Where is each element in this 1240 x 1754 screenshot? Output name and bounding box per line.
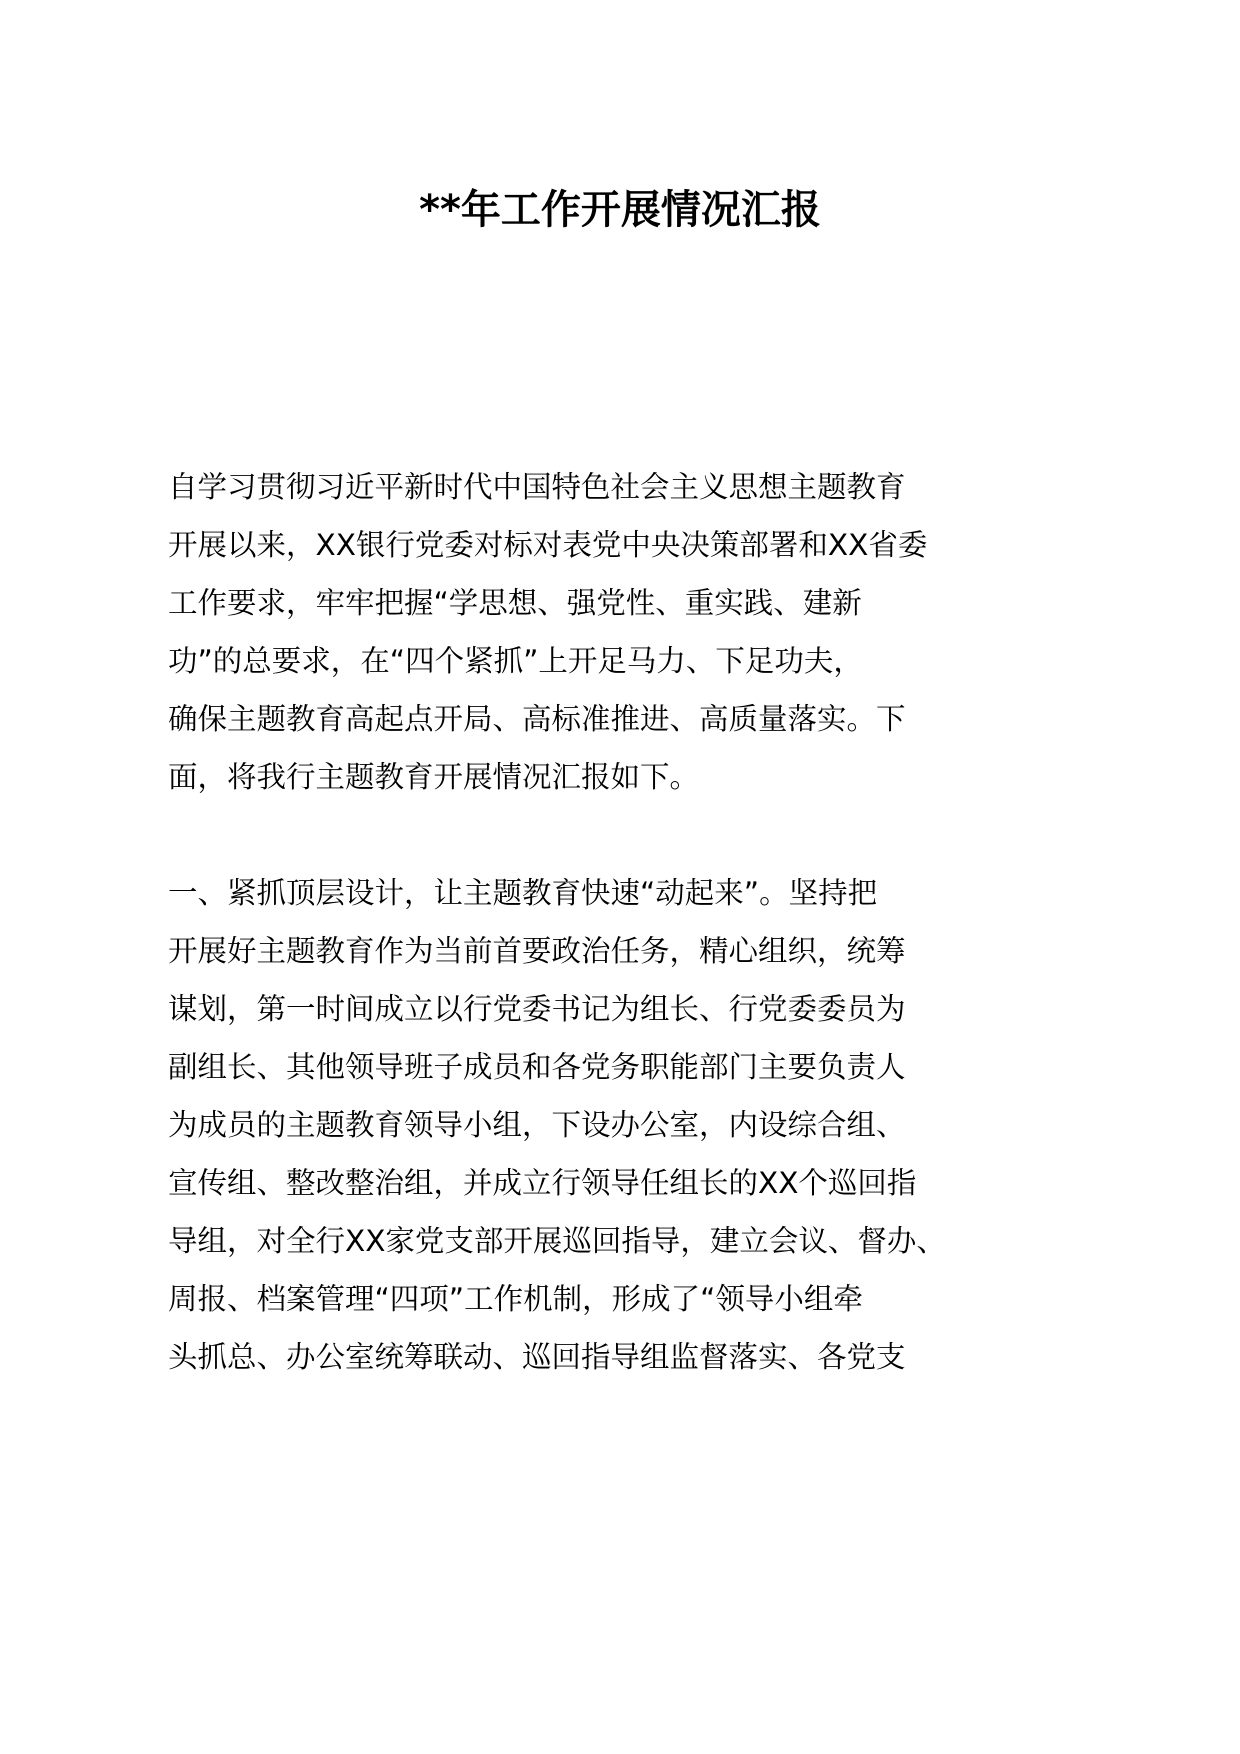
text-line: 功”的总要求，在“四个紧抓”上开足马力、下足功夫， bbox=[168, 644, 863, 678]
paragraph-section-1 bbox=[168, 864, 968, 1386]
text-line: 宣传组、整改整治组，并成立行领导任组长的XX个巡回指 bbox=[168, 1166, 917, 1200]
text-line: 确保主题教育高起点开局、高标准推进、高质量落实。下 bbox=[168, 702, 906, 736]
text-line: 开展好主题教育作为当前首要政治任务，精心组织，统筹 bbox=[168, 934, 906, 968]
text-line: 谋划，第一时间成立以行党委书记为组长、行党委委员为 bbox=[168, 992, 906, 1026]
text-line: 一、紧抓顶层设计，让主题教育快速“动起来”。坚持把 bbox=[168, 876, 878, 910]
text-line: 开展以来，XX银行党委对标对表党中央决策部署和XX省委 bbox=[168, 528, 928, 562]
text-line: 周报、档案管理“四项”工作机制，形成了“领导小组牵 bbox=[168, 1282, 863, 1316]
text-line: 副组长、其他领导班子成员和各党务职能部门主要负责人 bbox=[168, 1050, 906, 1084]
text-line: 导组，对全行XX家党支部开展巡回指导，建立会议、督办、 bbox=[168, 1224, 946, 1258]
text-line: 为成员的主题教育领导小组，下设办公室，内设综合组、 bbox=[168, 1108, 906, 1142]
document-title: **年工作开展情况汇报 bbox=[419, 187, 821, 233]
paragraph-intro bbox=[168, 458, 968, 806]
text-line: 面，将我行主题教育开展情况汇报如下。 bbox=[168, 760, 700, 794]
text-line: 头抓总、办公室统筹联动、巡回指导组监督落实、各党支 bbox=[168, 1340, 906, 1374]
text-line: 工作要求，牢牢把握“学思想、强党性、重实践、建新 bbox=[168, 586, 862, 620]
text-line: 自学习贯彻习近平新时代中国特色社会主义思想主题教育 bbox=[168, 470, 906, 504]
